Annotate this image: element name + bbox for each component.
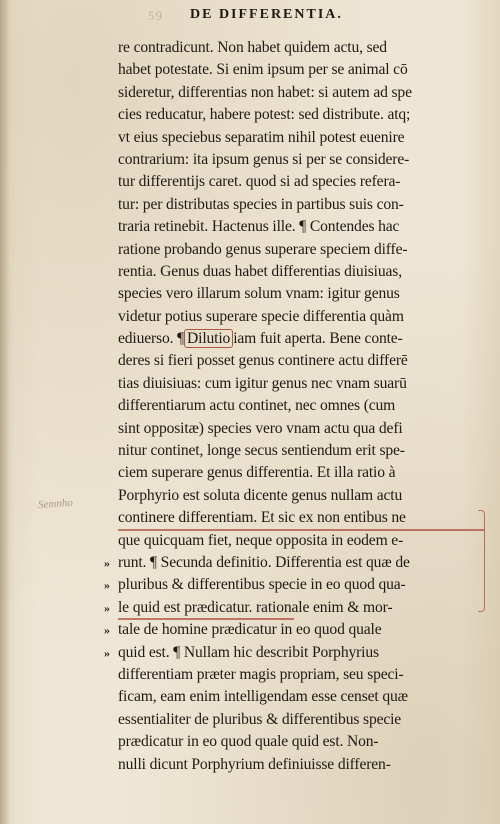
- text-line: habet potestate. Si enim ipsum per se animal cō: [118, 61, 408, 79]
- text-line: essentialiter de pluribus & differentibus specie: [118, 710, 402, 728]
- text-line: re contradicunt. Non habet quidem actu, sed: [118, 39, 387, 56]
- line-marker: »: [104, 555, 109, 570]
- text-line: tur differentijs caret. quod si ad species refera-: [118, 173, 401, 191]
- boxed-word: Dilutio: [184, 329, 233, 348]
- text-line: sint oppositæ) species vero vnam actu qua defi: [118, 419, 403, 437]
- text-line: ediuerso. ¶Dilutioiam fuit aperta. Bene conte-: [118, 330, 403, 348]
- text-line: prædicatur in eo quod quale quid est. Non-: [118, 733, 379, 751]
- text-line: nitur continet, longe secus sentiendum erit spe-: [118, 442, 405, 460]
- text-line: differentiarum actu continet, nec omnes (cum: [118, 397, 396, 415]
- text-line: contrarium: ita ipsum genus si per se considere-: [118, 150, 410, 168]
- red-margin-bracket: [478, 510, 485, 612]
- margin-note: Semnho: [37, 496, 74, 512]
- text-line: » pluribus & differentibus specie in eo quod qua-: [118, 574, 490, 596]
- text-line: continere differentiam. Et sic ex non entibus ne: [118, 509, 406, 527]
- text-line: tias diuisiuas: cum igitur genus nec vnam suarū: [118, 374, 407, 392]
- text-line: cies reducatur, habere potest: sed distribute. atq;: [118, 106, 411, 124]
- body-text: [104, 37, 490, 776]
- text-line: Porphyrio est soluta dicente genus nullam actu: [118, 486, 403, 504]
- line-marker: »: [104, 600, 109, 615]
- line-marker: »: [104, 578, 109, 593]
- red-underline: [118, 529, 484, 531]
- red-underline: [118, 618, 294, 620]
- text-line: rentia. Genus duas habet differentias diuisiuas,: [118, 262, 402, 280]
- text-line: differentiam præter magis propriam, seu speci-: [118, 665, 404, 683]
- text-line: deres si fieri posset genus continere actu differē: [118, 352, 408, 370]
- text-line: ratione probando genus superare speciem diffe-: [118, 240, 408, 258]
- text-line: » runt. ¶ Secunda definitio. Differentia est quæ de: [118, 552, 490, 574]
- text-line: ciem superare genus differentia. Et illa ratio à: [118, 464, 396, 482]
- text-line: sideretur, differentias non habet: si autem ad spe: [118, 83, 412, 101]
- text-line: » le quid est prædicatur. rationale enim & mor-: [118, 597, 490, 619]
- text-line: species vero illarum solum vnam: igitur genus: [118, 285, 400, 303]
- line-marker: »: [104, 645, 109, 660]
- text-line: que quicquam fiet, neque opposita in eodem e-: [118, 531, 404, 549]
- text-line: traria retinebit. Hactenus ille. ¶ Contendes hac: [118, 218, 400, 236]
- line-marker: »: [104, 623, 109, 638]
- gutter-shadow: [0, 0, 10, 824]
- text-line: » quid est. ¶ Nullam hic describit Porphyrius: [118, 642, 490, 664]
- text-line: nulli dicunt Porphyrium definiuisse differen-: [118, 755, 391, 773]
- running-head: DE DIFFERENTIA.: [190, 7, 343, 22]
- text-line: » tale de homine prædicatur in eo quod quale: [118, 619, 490, 641]
- text-line: ficam, eam enim intelligendam esse censet quæ: [118, 688, 408, 706]
- text-line: tur: per distributas species in partibus suis con-: [118, 195, 404, 213]
- text-line: videtur potius superare specie differentia quàm: [118, 307, 404, 325]
- text-line: vt eius speciebus separatim nihil potest euenire: [118, 128, 405, 146]
- faint-page-number: 59: [148, 8, 163, 23]
